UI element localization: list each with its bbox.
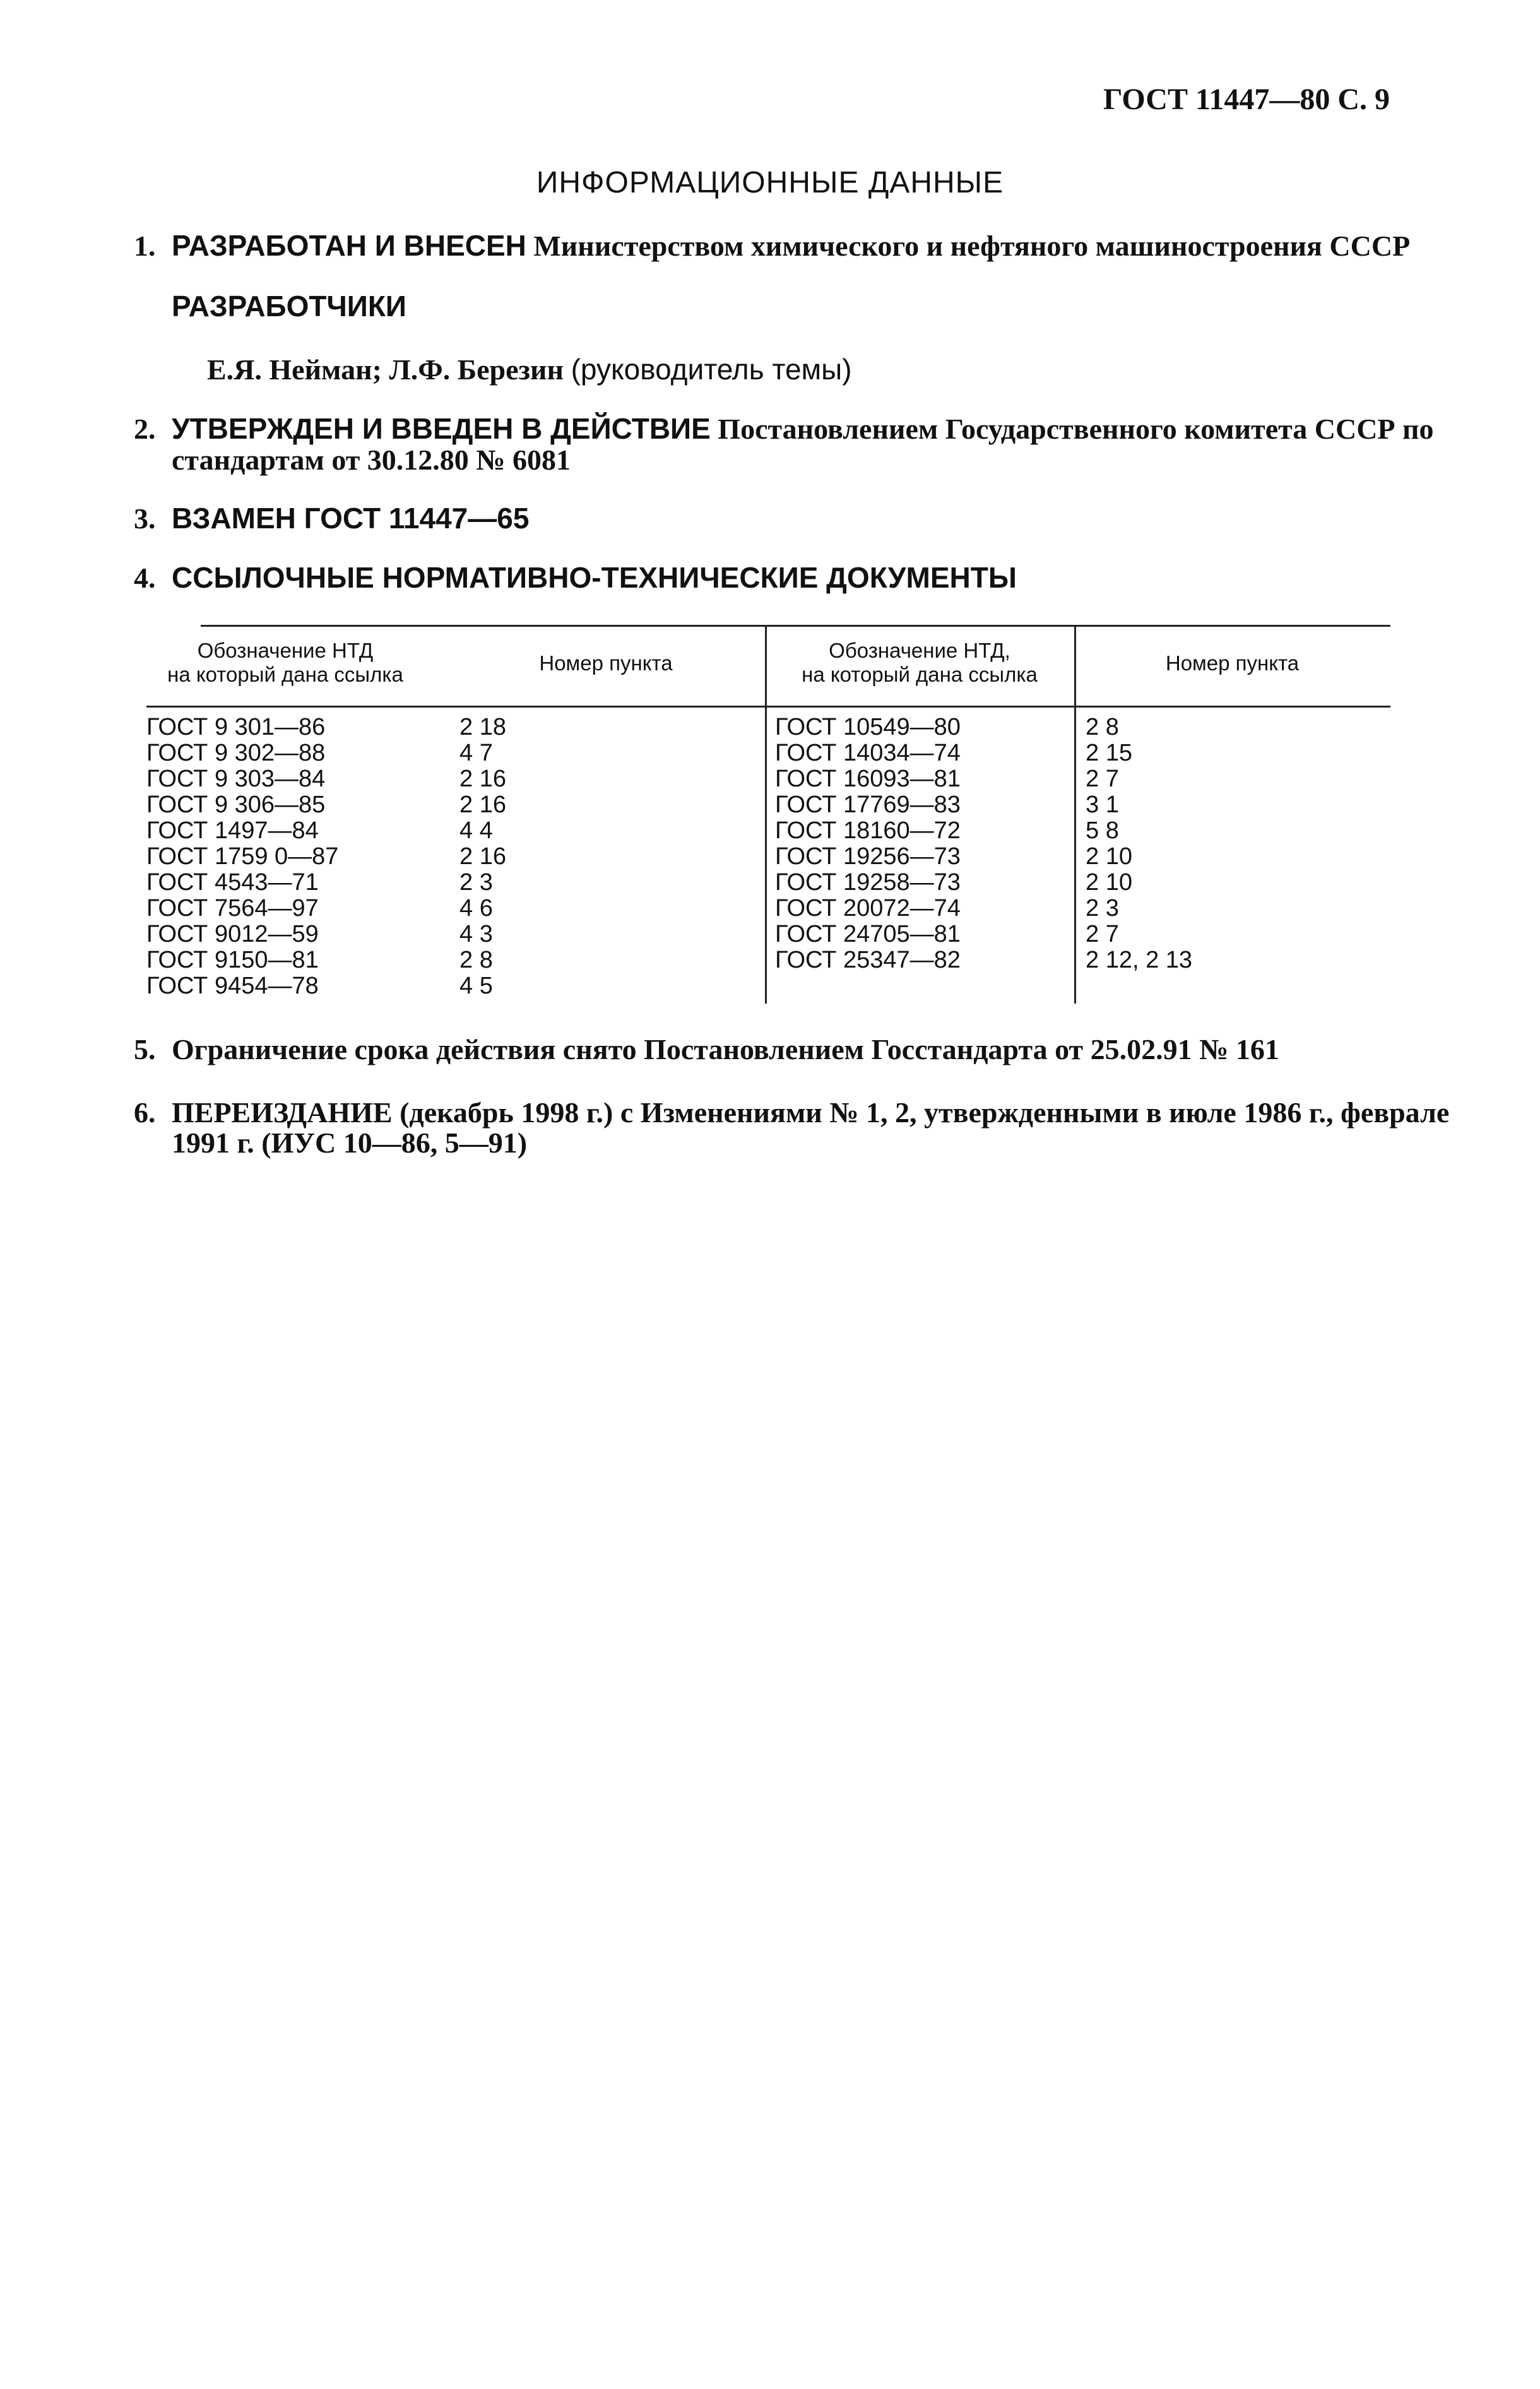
table-cell-item: 2 8 xyxy=(1086,714,1119,740)
table-cell-item: 2 16 xyxy=(459,791,506,818)
table-cell-item: 2 7 xyxy=(1086,766,1119,792)
table-cell-doc: ГОСТ 9012—59 xyxy=(146,921,319,947)
col-header-left-doc: Обозначение НТД на который дана ссылка xyxy=(167,639,403,686)
item-3 xyxy=(134,501,529,535)
table-cell-item: 4 5 xyxy=(459,973,493,999)
table-cell-doc: ГОСТ 7564—97 xyxy=(146,895,319,922)
item-number: 5. xyxy=(134,1033,156,1065)
col-header-left-item: Номер пункта xyxy=(539,651,673,675)
table-cell-item: 2 7 xyxy=(1086,921,1119,947)
developers-names: Е.Я. Нейман; Л.Ф. Березин xyxy=(207,353,564,386)
item-number: 4. xyxy=(134,562,156,594)
item-text: Министерством химического и нефтяного машиностроения СССР xyxy=(533,230,1411,262)
table-cell-doc: ГОСТ 4543—71 xyxy=(146,869,319,896)
col-header-right-item: Номер пункта xyxy=(1165,651,1300,675)
table-cell-item: 2 10 xyxy=(1086,869,1132,896)
table-cell-doc: ГОСТ 17769—83 xyxy=(775,791,961,818)
table-cell-item: 4 3 xyxy=(459,921,493,947)
item-heading: ВЗАМЕН ГОСТ 11447—65 xyxy=(172,502,530,535)
table-cell-item: 3 1 xyxy=(1086,791,1119,818)
item-1 xyxy=(134,228,1410,263)
item-text: Постановлением Государственного комитета СССР по xyxy=(718,413,1434,445)
table-cell-doc: ГОСТ 1759 0—87 xyxy=(146,843,339,870)
developers-line xyxy=(207,352,852,386)
table-cell-doc: ГОСТ 10549—80 xyxy=(775,714,961,740)
item-4 xyxy=(134,560,1017,595)
table-right-divider xyxy=(1074,625,1076,1004)
table-cell-item: 4 7 xyxy=(459,740,493,766)
item-heading: РАЗРАБОТАН И ВНЕСЕН xyxy=(172,229,526,262)
table-cell-doc: ГОСТ 24705—81 xyxy=(775,921,961,947)
table-cell-doc: ГОСТ 16093—81 xyxy=(775,766,961,792)
document-title: ИНФОРМАЦИОННЫЕ ДАННЫЕ xyxy=(536,166,1004,199)
table-cell-item: 2 16 xyxy=(459,843,506,870)
col-header-right-doc: Обозначение НТД, на который дана ссылка xyxy=(802,639,1038,686)
table-cell-item: 4 6 xyxy=(459,895,493,922)
item-2 xyxy=(134,412,1434,446)
table-cell-doc: ГОСТ 14034—74 xyxy=(775,740,961,766)
table-cell-item: 2 12, 2 13 xyxy=(1086,947,1193,973)
table-cell-item: 5 8 xyxy=(1086,817,1119,844)
item-heading: ССЫЛОЧНЫЕ НОРМАТИВНО-ТЕХНИЧЕСКИЕ ДОКУМЕНТЫ xyxy=(172,561,1017,594)
item-6 xyxy=(134,1096,1449,1129)
table-cell-item: 2 8 xyxy=(459,947,493,973)
item-6-continuation: 1991 г. (ИУС 10—86, 5—91) xyxy=(172,1127,528,1159)
item-number: 1. xyxy=(134,230,156,262)
table-cell-doc: ГОСТ 19258—73 xyxy=(775,869,961,896)
developers-label: РАЗРАБОТЧИКИ xyxy=(172,290,406,323)
table-cell-doc: ГОСТ 9150—81 xyxy=(146,947,319,973)
table-cell-doc: ГОСТ 18160—72 xyxy=(775,817,961,844)
table-cell-doc: ГОСТ 9454—78 xyxy=(146,973,319,999)
item-5 xyxy=(134,1033,1279,1066)
table-cell-item: 4 4 xyxy=(459,817,493,844)
item-2-continuation: стандартам от 30.12.80 № 6081 xyxy=(172,444,571,476)
table-cell-item: 2 3 xyxy=(1086,895,1119,922)
table-cell-doc: ГОСТ 25347—82 xyxy=(775,947,961,973)
page-header: ГОСТ 11447—80 С. 9 xyxy=(1103,83,1390,116)
table-cell-doc: ГОСТ 9 301—86 xyxy=(146,714,326,740)
developers-role: (руководитель темы) xyxy=(571,353,852,386)
table-header-rule xyxy=(146,706,1390,708)
table-cell-item: 2 10 xyxy=(1086,843,1132,870)
table-cell-doc: ГОСТ 9 302—88 xyxy=(146,740,326,766)
table-cell-doc: ГОСТ 19256—73 xyxy=(775,843,961,870)
item-text: ПЕРЕИЗДАНИЕ (декабрь 1998 г.) с Изменениями № 1, 2, утвержденными в июле 1986 г., феврале xyxy=(172,1096,1450,1129)
item-text: Ограничение срока действия снято Постановлением Госстандарта от 25.02.91 № 161 xyxy=(172,1033,1279,1065)
item-heading: УТВЕРЖДЕН И ВВЕДЕН В ДЕЙСТВИЕ xyxy=(172,412,711,445)
table-cell-doc: ГОСТ 9 306—85 xyxy=(146,791,326,818)
table-cell-doc: ГОСТ 20072—74 xyxy=(775,895,961,922)
table-cell-item: 2 18 xyxy=(459,714,506,740)
table-cell-doc: ГОСТ 1497—84 xyxy=(146,817,319,844)
table-cell-item: 2 3 xyxy=(459,869,493,896)
item-number: 3. xyxy=(134,502,156,535)
table-cell-item: 2 16 xyxy=(459,766,506,792)
table-cell-item: 2 15 xyxy=(1086,740,1132,766)
table-top-rule xyxy=(201,625,1390,627)
table-cell-doc: ГОСТ 9 303—84 xyxy=(146,766,326,792)
item-number: 6. xyxy=(134,1096,156,1129)
item-number: 2. xyxy=(134,413,156,445)
